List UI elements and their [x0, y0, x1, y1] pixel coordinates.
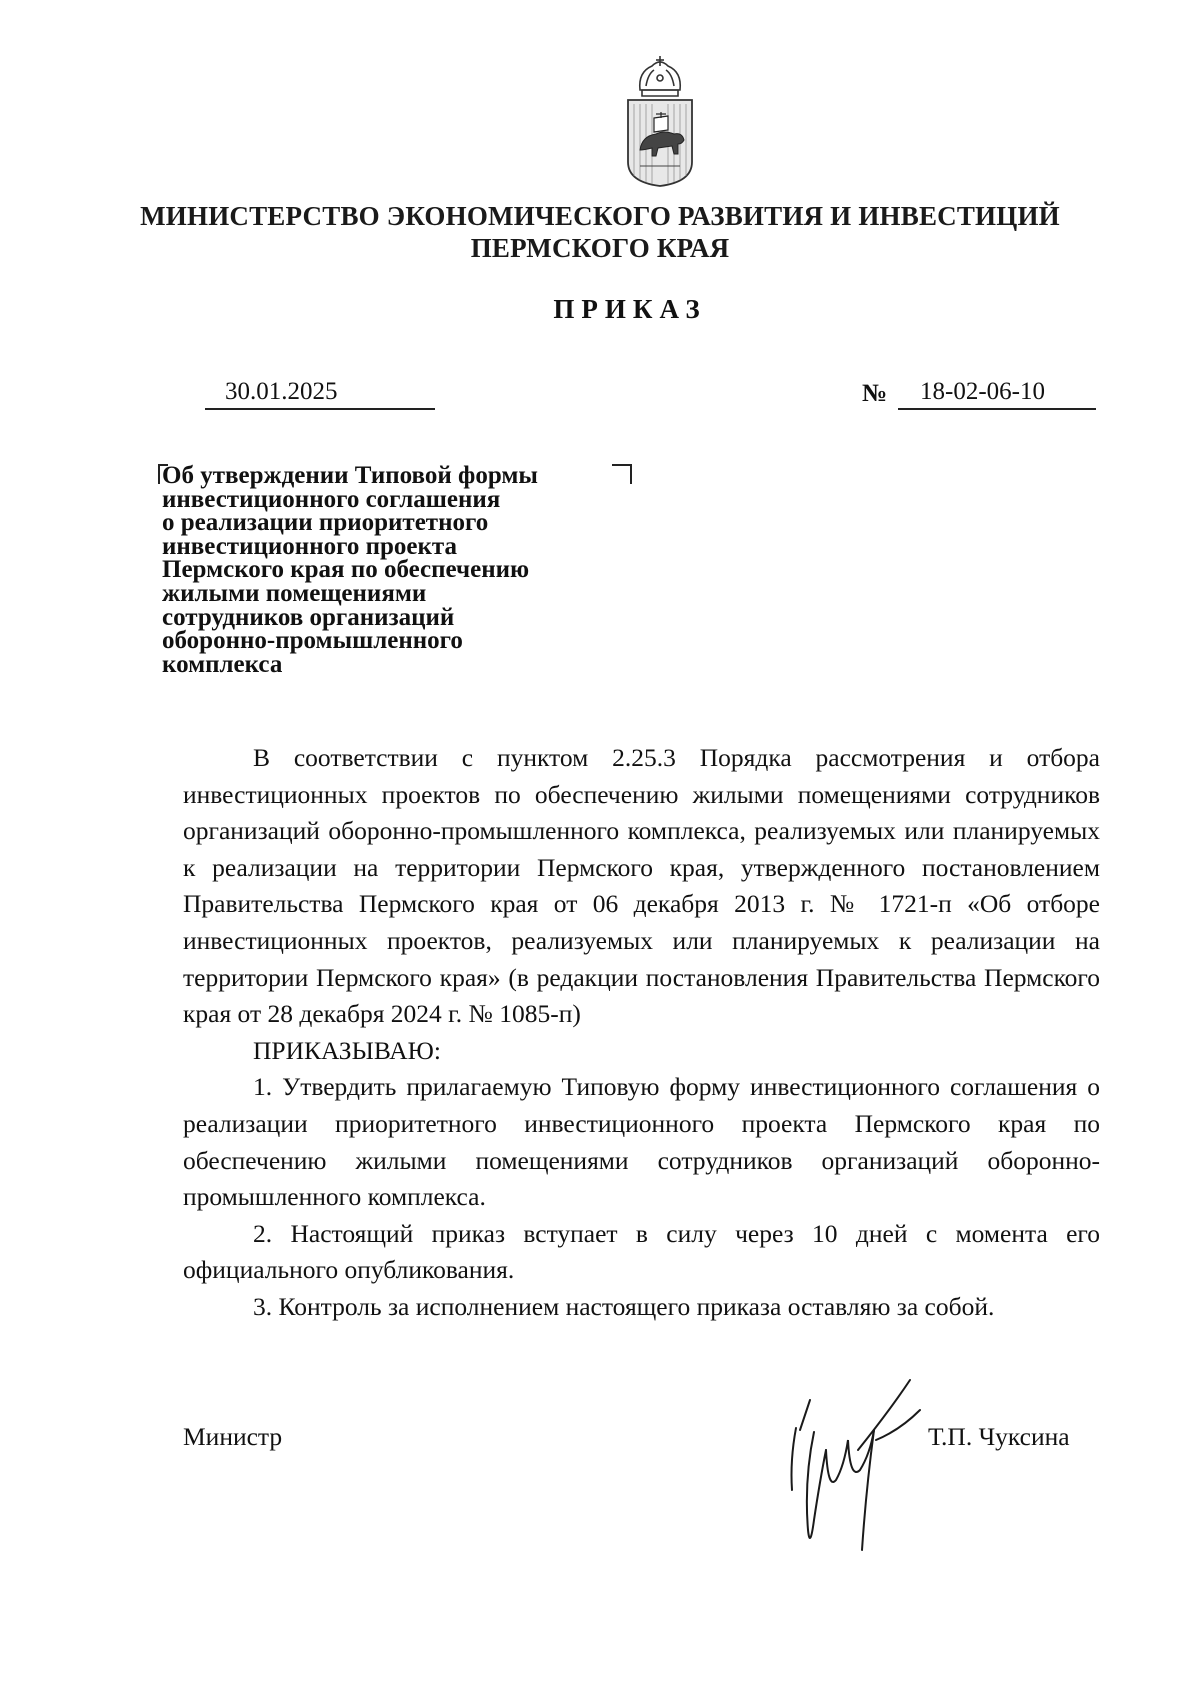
document-subject — [162, 464, 632, 676]
subject-line: оборонно-промышленного — [162, 627, 463, 655]
subject-line: Об утверждении Типовой формы — [162, 462, 538, 489]
number-field — [898, 378, 1096, 410]
document-type-title: ПРИКАЗ — [553, 294, 707, 324]
subject-line: комплекса — [162, 650, 283, 678]
document-date: 30.01.2025 — [225, 378, 338, 405]
subject-line: Пермского края по обеспечению — [162, 556, 530, 584]
ministry-name-line2: ПЕРМСКОГО КРАЯ — [470, 233, 730, 263]
signatory-position: Министр — [183, 1422, 283, 1451]
signatory-name: Т.П. Чуксина — [928, 1422, 1070, 1451]
subject-line: инвестиционного проекта — [162, 532, 457, 560]
ministry-name-line1: МИНИСТЕРСТВО ЭКОНОМИЧЕСКОГО РАЗВИТИЯ И ИНВЕСТИЦИЙ — [140, 201, 1060, 231]
preamble-paragraph: В соответствии с пунктом 2.25.3 Порядка рассмотрения и отбора инвестиционных проектов по обеспечению жилыми помещениями сотрудников организаций оборонно-промышленного комплекса, реализуемых или планируемых к реализации на территории Пермского края, утвержденного постановлением Правительства Пермского края от 06 декабря 2013 г. № 1721-п «Об отборе инвестиционных проектов, реализуемых или планируемых к реализации на территории Пермского края» (в редакции постановления Правительства Пермского края от 28 декабря 2024 г. № 1085-п) — [183, 743, 1100, 1029]
coat-of-arms-icon — [612, 52, 708, 192]
subject-line: жилыми помещениями — [162, 579, 427, 607]
orders-word: ПРИКАЗЫВАЮ: — [253, 1035, 441, 1065]
subject-line: сотрудников организаций — [162, 603, 455, 631]
document-body — [183, 740, 1100, 1326]
number-sign: № — [862, 380, 888, 407]
order-item-3: 3. Контроль за исполнением настоящего приказа оставляю за собой. — [253, 1291, 995, 1321]
order-item-2: 2. Настоящий приказ вступает в силу через 10 дней с момента его официального опубликования. — [183, 1218, 1100, 1285]
subject-line: о реализации приоритетного — [162, 509, 489, 537]
subject-line: инвестиционного соглашения — [162, 485, 501, 513]
document-number: 18-02-06-10 — [920, 378, 1045, 405]
order-item-1: 1. Утвердить прилагаемую Типовую форму инвестиционного соглашения о реализации приоритетного инвестиционного проекта Пермского края по обеспечению жилыми помещениями сотрудников организаций оборонно-промышленного комплекса. — [183, 1072, 1100, 1212]
handwritten-signature-icon — [770, 1370, 940, 1570]
date-field — [205, 378, 435, 410]
